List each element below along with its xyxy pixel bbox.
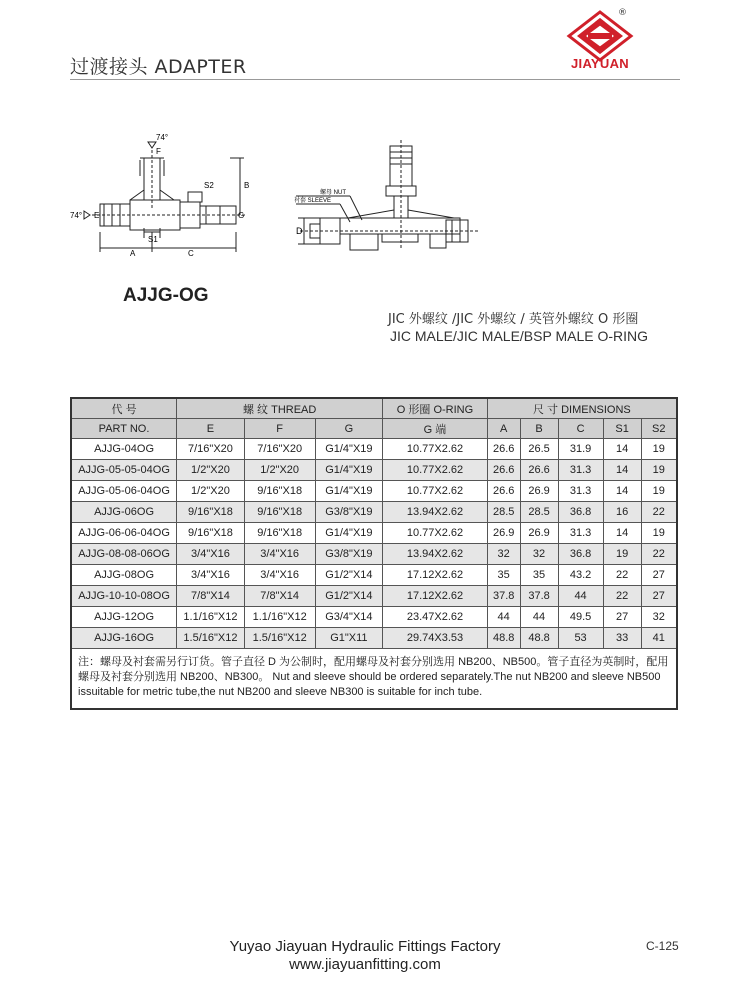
table-row [71,544,677,565]
table-note-row [71,649,677,710]
page-title: 过渡接头 ADAPTER [70,56,247,78]
cell-g: G1/4"X19 [315,439,383,460]
col-g-end: G 端 [383,419,488,439]
footer-company: Yuyao Jiayuan Hydraulic Fittings Factory [229,938,501,955]
cell-s2: 41 [641,628,677,649]
cell-f: 3/4"X16 [244,565,315,586]
cell-a: 35 [487,565,520,586]
cell-c: 31.3 [558,481,603,502]
cell-e: 9/16"X18 [177,523,245,544]
cell-part-no: AJJG-10-10-08OG [71,586,177,607]
cell-f: 9/16"X18 [244,523,315,544]
cell-f: 9/16"X18 [244,481,315,502]
header-thread: 螺 纹 THREAD [177,398,383,419]
sleeve-label: 衬套 SLEEVE [294,198,332,204]
cell-b: 32 [520,544,558,565]
angle-label-top: 74° [156,133,169,142]
registered-mark: ® [618,8,627,18]
cell-oring: 13.94X2.62 [383,544,488,565]
cell-g: G1/4"X19 [315,523,383,544]
fitting-drawing-dimensions [70,128,280,258]
cell-s2: 19 [641,481,677,502]
angle-label-left: 74° [70,211,83,220]
label-d: D [296,226,303,236]
table-row [71,523,677,544]
cell-g: G1/2"X14 [315,565,383,586]
table-row [71,607,677,628]
cell-a: 26.6 [487,439,520,460]
cell-b: 26.5 [520,439,558,460]
cell-e: 1.5/16"X12 [177,628,245,649]
cell-part-no: AJJG-08OG [71,565,177,586]
cell-e: 9/16"X18 [177,502,245,523]
label-s1: S1 [148,235,158,244]
header-oring: O 形圈 O-RING [383,398,488,419]
label-g: G [238,211,245,220]
cell-g: G3/8"X19 [315,502,383,523]
cell-c: 31.3 [558,523,603,544]
nut-label: 螺母 NUT [320,190,346,196]
cell-c: 31.3 [558,460,603,481]
cell-oring: 10.77X2.62 [383,460,488,481]
cell-s1: 14 [603,523,641,544]
label-f: F [156,147,161,156]
cell-e: 7/8"X14 [177,586,245,607]
label-s2: S2 [204,181,214,190]
col-g: G [315,419,383,439]
cell-part-no: AJJG-06-06-04OG [71,523,177,544]
cell-f: 7/16"X20 [244,439,315,460]
cell-b: 26.6 [520,460,558,481]
cell-part-no: AJJG-12OG [71,607,177,628]
cell-e: 7/16"X20 [177,439,245,460]
cell-g: G1/4"X19 [315,460,383,481]
cell-a: 26.6 [487,460,520,481]
cell-c: 44 [558,586,603,607]
cell-e: 3/4"X16 [177,544,245,565]
cell-s2: 27 [641,586,677,607]
cell-oring: 13.94X2.62 [383,502,488,523]
cell-b: 48.8 [520,628,558,649]
cell-g: G3/8"X19 [315,544,383,565]
cell-s2: 19 [641,460,677,481]
table-column-header [71,419,677,439]
label-e: E [94,211,100,220]
description-english: JIC MALE/JIC MALE/BSP MALE O-RING [390,328,649,344]
cell-f: 9/16"X18 [244,502,315,523]
cell-e: 1/2"X20 [177,481,245,502]
col-a: A [487,419,520,439]
col-f: F [244,419,315,439]
cell-e: 1.1/16"X12 [177,607,245,628]
label-a: A [130,249,136,258]
cell-s1: 14 [603,439,641,460]
label-c: C [188,249,194,258]
model-code: AJJG-OG [123,285,209,306]
cell-f: 1.5/16"X12 [244,628,315,649]
cell-f: 1/2"X20 [244,460,315,481]
cell-part-no: AJJG-06OG [71,502,177,523]
cell-s1: 33 [603,628,641,649]
cell-e: 1/2"X20 [177,460,245,481]
cell-part-no: AJJG-04OG [71,439,177,460]
table-row [71,502,677,523]
cell-s2: 27 [641,565,677,586]
cell-s2: 32 [641,607,677,628]
cell-a: 26.9 [487,523,520,544]
cell-part-no: AJJG-16OG [71,628,177,649]
cell-b: 28.5 [520,502,558,523]
table-row [71,586,677,607]
cell-c: 53 [558,628,603,649]
cell-s1: 16 [603,502,641,523]
cell-b: 37.8 [520,586,558,607]
cell-s2: 19 [641,439,677,460]
col-s2: S2 [641,419,677,439]
cell-c: 36.8 [558,544,603,565]
cell-part-no: AJJG-05-05-04OG [71,460,177,481]
header-divider [70,79,680,80]
page-number: C-125 [646,939,679,953]
col-c: C [558,419,603,439]
cell-oring: 23.47X2.62 [383,607,488,628]
table-row [71,481,677,502]
cell-s2: 19 [641,523,677,544]
table-row [71,439,677,460]
cell-part-no: AJJG-05-06-04OG [71,481,177,502]
cell-oring: 29.74X3.53 [383,628,488,649]
cell-oring: 17.12X2.62 [383,586,488,607]
cell-c: 31.9 [558,439,603,460]
table-row [71,565,677,586]
cell-g: G3/4"X14 [315,607,383,628]
cell-s2: 22 [641,502,677,523]
table-row [71,628,677,649]
spec-table [70,397,678,710]
fitting-assembly-drawing [290,138,490,258]
cell-a: 44 [487,607,520,628]
cell-oring: 17.12X2.62 [383,565,488,586]
cell-b: 26.9 [520,481,558,502]
cell-s1: 14 [603,460,641,481]
cell-c: 36.8 [558,502,603,523]
cell-c: 49.5 [558,607,603,628]
cell-f: 3/4"X16 [244,544,315,565]
cell-a: 37.8 [487,586,520,607]
cell-s1: 14 [603,481,641,502]
cell-a: 48.8 [487,628,520,649]
description-chinese: JIC 外螺纹 /JIC 外螺纹 / 英管外螺纹 O 形圈 [388,312,639,327]
table-row [71,460,677,481]
cell-c: 43.2 [558,565,603,586]
cell-a: 28.5 [487,502,520,523]
cell-b: 35 [520,565,558,586]
col-part-no: PART NO. [71,419,177,439]
header-code: 代 号 [71,398,177,419]
col-e: E [177,419,245,439]
cell-a: 32 [487,544,520,565]
footer-website: www.jiayuanfitting.com [289,956,441,973]
cell-b: 44 [520,607,558,628]
table-note: 注：螺母及衬套需另行订货。管子直径 D 为公制时，配用螺母及衬套分别选用 NB200、NB500。管子直径为英制时，配用螺母及衬套分别选用 NB200、NB300。 Nut and sleeve should be ordered separately.The nut NB200 and sleeve NB500 issuitable for metric tube,the nut NB200 and sleeve NB300 is suitable for inch tube. [71,649,677,710]
cell-oring: 10.77X2.62 [383,439,488,460]
col-s1: S1 [603,419,641,439]
cell-b: 26.9 [520,523,558,544]
col-b: B [520,419,558,439]
cell-oring: 10.77X2.62 [383,523,488,544]
cell-part-no: AJJG-08-08-06OG [71,544,177,565]
cell-s1: 22 [603,565,641,586]
table-body [71,439,677,649]
logo-text: JIAYUAN [571,56,629,71]
cell-s1: 27 [603,607,641,628]
cell-f: 1.1/16"X12 [244,607,315,628]
cell-g: G1/2"X14 [315,586,383,607]
cell-g: G1/4"X19 [315,481,383,502]
cell-a: 26.6 [487,481,520,502]
cell-s1: 19 [603,544,641,565]
header-dimensions: 尺 寸 DIMENSIONS [487,398,677,419]
cell-f: 7/8"X14 [244,586,315,607]
cell-e: 3/4"X16 [177,565,245,586]
cell-s1: 22 [603,586,641,607]
cell-s2: 22 [641,544,677,565]
cell-g: G1"X11 [315,628,383,649]
cell-oring: 10.77X2.62 [383,481,488,502]
table-group-header [71,398,677,419]
label-b: B [244,181,250,190]
